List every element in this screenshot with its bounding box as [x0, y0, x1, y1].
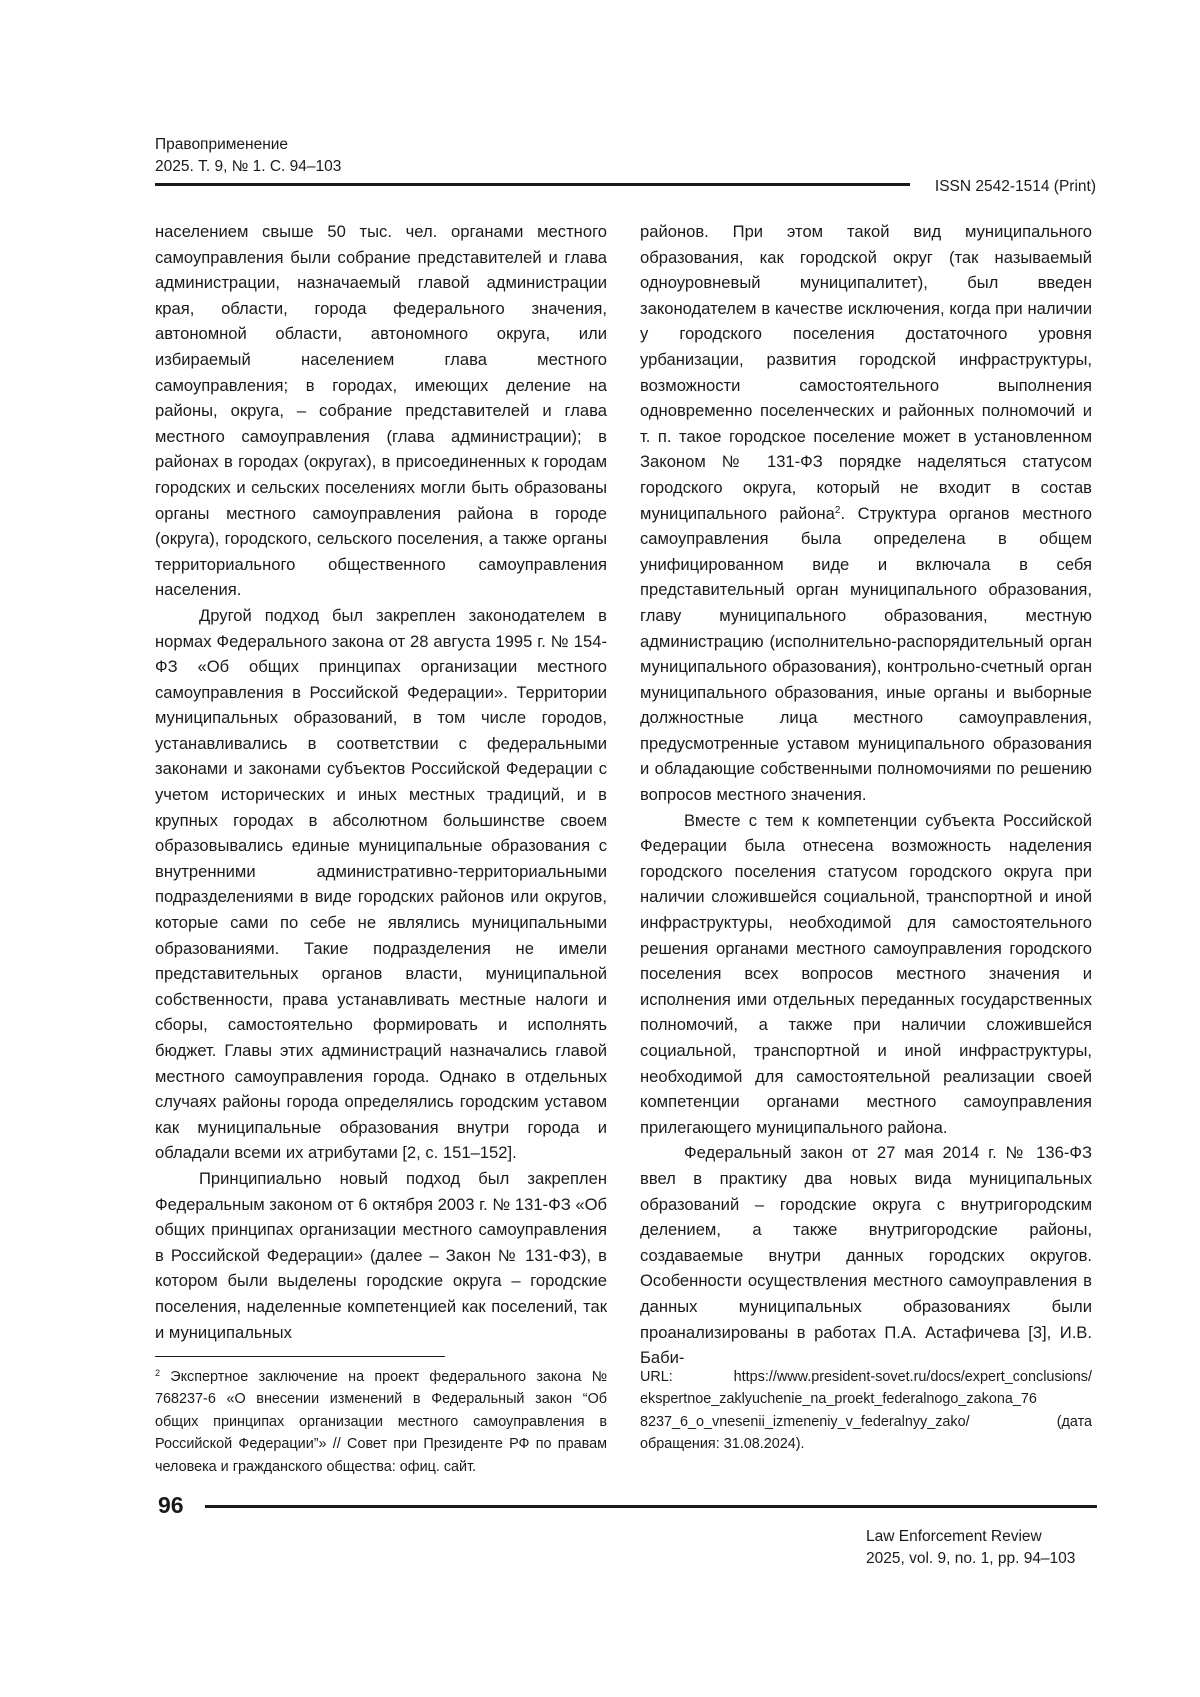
running-footer — [866, 1526, 1075, 1570]
running-header — [155, 134, 341, 178]
issue-info-en: 2025, vol. 9, no. 1, pp. 94–103 — [866, 1550, 1076, 1567]
paragraph: Федеральный закон от 27 мая 2014 г. № 136-ФЗ ввел в практику два новых вида муниципальных образований – городские округа с внутригородским делением, а также внутригородские районы, создаваемые внутри данных городских округов. Особенности осуществления местного самоуправления в данных муниципальных образованиях были проанализированы в работах П.А. Астафичева [3], И.В. Баби- — [640, 1143, 1092, 1368]
left-column — [155, 219, 607, 1345]
footnote-mark: 2 — [155, 1368, 161, 1378]
page-number: 96 — [158, 1492, 184, 1518]
footnote-ref[interactable]: 2 — [834, 504, 841, 516]
footnote-left — [155, 1366, 607, 1478]
paragraph — [640, 219, 1092, 808]
paragraph-text: районов. При этом такой вид муниципального образования, как городской округ (так называемый одноуровневый муниципалитет), был введен законодателем в качестве исключения, когда при наличии у городского поселения достаточного уровня урбанизации, развития городской инфраструктуры, возможности самостоятельного выполнения одновременно поселенческих и районных полномочий и т. п. такое городское поселение может в установленном Законом № 131-ФЗ порядке наделяться статусом городского округа, который не входит в состав муниципального района — [640, 222, 1092, 523]
footnote-rule — [155, 1356, 445, 1357]
header-rule — [155, 183, 910, 186]
footnote-right — [640, 1366, 1092, 1456]
footnote-url[interactable]: URL: https://www.president-sovet.ru/docs/expert_conclusions/ ekspertnoe_zaklyuchenie_na_proekt_federalnogo_zakona_76 8237_6_o_vnesenii_izmeneniy_v_federalnyy_zako/ (дата обращения: 31.08.2024). — [640, 1369, 1092, 1453]
footnote-text: Экспертное заключение на проект федерального закона № 768237-6 «О внесении изменений в Федеральный закон “Об общих принципах организации местного самоуправления в Российской Федерации”» // Совет при Президенте РФ по правам человека и гражданского общества: офиц. сайт. — [155, 1369, 608, 1475]
paragraph: Другой подход был закреплен законодателем в нормах Федерального закона от 28 августа 1995 г. № 154-ФЗ «Об общих принципах организации местного самоуправления в Российской Федерации». Территории муниципальных образований, в том числе городов, устанавливались в соответствии с федеральными законами и законами субъектов Российской Федерации с учетом исторических и иных местных традиций, и в крупных городах в абсолютном большинстве своем образовывались единые муниципальные образования с внутренними административно-территориальными подразделениями в виде городских районов или округов, которые сами по себе не являлись муниципальными образованиями. Такие подразделения не имели представительных органов власти, муниципальной собственности, права устанавливать местные налоги и сборы, самостоятельно формировать и исполнять бюджет. Главы этих администраций назначались главой местного самоуправления города. Однако в отдельных случаях районы города определялись городским уставом как муниципальные образования внутри города и обладали всеми их атрибутами [2, с. 151–152]. — [155, 605, 607, 1163]
right-column — [640, 219, 1092, 1371]
paragraph-text: . Структура органов местного самоуправления была определена в общем унифицированном виде и включала в себя представительный орган муниципального образования, главу муниципального образования, местную администрацию (исполнительно-распорядительный орган муниципального образования), контрольно-счетный орган муниципального образования, иные органы и выборные должностные лица местного самоуправления, предусмотренные уставом муниципального образования и обладающие собственными полномочиями по решению вопросов местного значения. — [640, 503, 1092, 805]
footer-rule — [205, 1505, 1097, 1508]
paragraph: Принципиально новый подход был закреплен Федеральным законом от 6 октября 2003 г. № 131-ФЗ «Об общих принципах организации местного самоуправления в Российской Федерации» (далее – Закон № 131-ФЗ), в котором были выделены городские округа – городские поселения, наделенные компетенцией как поселений, так и муниципальных — [155, 1168, 607, 1342]
paragraph: Вместе с тем к компетенции субъекта Российской Федерации была отнесена возможность наделения городского поселения статусом городского округа при наличии сложившейся социальной, транспортной и иной инфраструктуры, необходимой для самостоятельного решения органами местного самоуправления городского поселения всех вопросов местного значения и исполнения ими отдельных переданных государственных полномочий, а также при наличии сложившейся социальной, транспортной и иной инфраструктуры, необходимой для самостоятельной реализации своей компетенции органами местного самоуправления прилегающего муниципального района. — [640, 810, 1092, 1137]
issue-info: 2025. Т. 9, № 1. С. 94–103 — [155, 158, 342, 175]
issn-label: ISSN 2542-1514 (Print) — [934, 178, 1096, 195]
journal-title: Правоприменение — [155, 136, 289, 153]
paragraph: населением свыше 50 тыс. чел. органами местного самоуправления были собрание представителей и глава администрации, назначаемый главой администрации края, области, города федерального значения, автономной области, автономного округа, или избираемый населением глава местного самоуправления; в городах, имеющих деление на районы, округа, – собрание представителей и глава местного самоуправления (глава администрации); в районах в городах (округах), в присоединенных к городам городских и сельских поселениях могли быть образованы органы местного самоуправления района в городе (округа), городского, сельского поселения, а также органы территориального общественного самоуправления населения. — [155, 222, 607, 600]
journal-title-en: Law Enforcement Review — [866, 1528, 1042, 1545]
